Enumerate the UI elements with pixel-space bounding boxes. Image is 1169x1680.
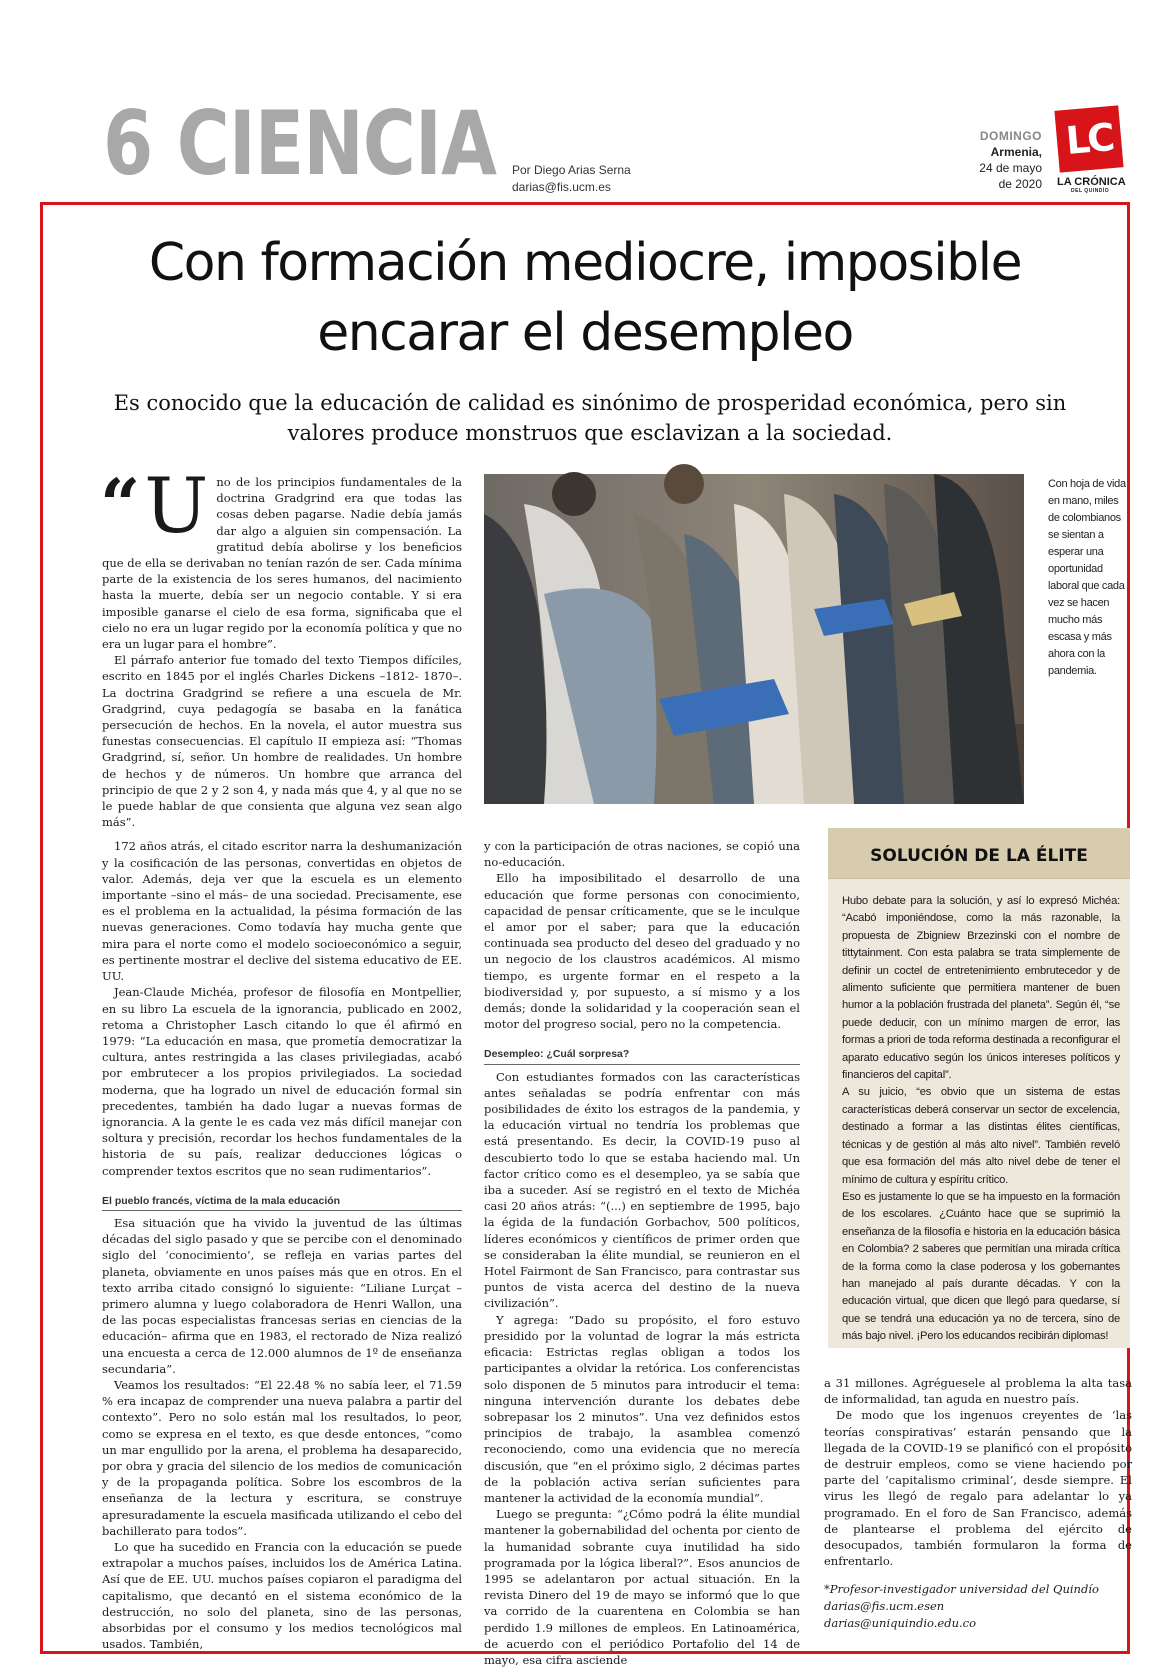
author-title: *Profesor-investigador universidad del Quindío xyxy=(824,1582,1099,1597)
headline-line-2: encarar el desempleo xyxy=(317,303,853,363)
sidebar-paragraph: Hubo debate para la solución, y así lo expresó Michéa: “Acabó imponiéndose, como la más razonable, la propuesta de Zbigniew Brzezinski con el nombre de tittytainment. Con esta palabra se trata simplemente de definir un coctel de entretenimiento embrutecedor y de alimento suficiente que permitiera mantener de buen humor a la población frustrada del planeta”. Según él, “se puede deducir, con un mínimo margen de error, las formas a priori de toda reforma destinada a reconfigurar el aparato educativo según los únicos intereses políticos y financieros del capital”. xyxy=(842,895,1120,1082)
logo-name: LA CRÓNICA xyxy=(1057,176,1126,188)
sidebar-title: SOLUCIÓN DE LA ÉLITE xyxy=(828,828,1130,879)
deck: Es conocido que la educación de calidad es sinónimo de prosperidad económica, pero sin valores produce monstruos que esclavizan a la sociedad. xyxy=(113,391,1067,445)
author-email[interactable]: darias@fis.ucm.esen xyxy=(824,1599,945,1614)
article-column-1 xyxy=(100,461,463,1652)
date: 24 de mayo xyxy=(979,161,1042,175)
paragraph: Esa situación que ha vivido la juventud de las últimas décadas del siglo pasado y que se percibe con el denominado siglo del ‘conocimiento’, se refleja en varias partes del planeta, obviamente en unos países más que en otros. En el texto arriba citado consignó lo siguiente: “Liliane Lurçat –primero alumna y luego colaboradora de Henri Wallon, una de las pocas especialistas francesas serias en ciencias de la educación– afirma que en 1983, el rectorado de Niza realizó una encuesta a cerca de 12.000 alumnos de 1º de enseñanza secundaria”. xyxy=(102,1215,462,1376)
paragraph: Lo que ha sucedido en Francia con la educación se puede extrapolar a muchos países, incluidos los de América Latina. Así que de EE. UU. muchos países copiaron el paradigma del capitalismo, que decantó en el sistema económico de la destrucción, no solo del planeta, sino de las personas, absorbidas por el consumo y los medios tecnológicos mal usados. También, xyxy=(102,1540,462,1652)
logo-subtitle: DEL QUINDÍO xyxy=(1071,188,1110,194)
byline-author: Por Diego Arias Serna xyxy=(512,163,631,177)
paragraph: Y agrega: “Dado su propósito, el foro estuvo presidido por la voluntad de lograr la más estricta eficacia: Estrictas reglas obligan a todos los participantes a olvidar la retórica. Los conferencistas solo disponen de 5 minutos para introducir el tema: ninguna intervención durante los debates debe sobrepasar los 2 minutos”. Una vez definidos estos principios de trabajo, la asamblea comenzó reconociendo, como una evidencia que no merecía discusión, que “en el próximo siglo, 2 décimas partes de la población activa serían suficientes para mantener la actividad de la economía mundial”. xyxy=(484,1312,800,1505)
byline-email[interactable]: darias@fis.ucm.es xyxy=(512,180,611,194)
sidebar-paragraph: Eso es justamente lo que se ha impuesto en la formación de los escolares. ¿Cuánto hace que se suprimió la enseñanza de la filosofía e historia en la educación básica en Colombia? 2 saberes que permitían una mirada crítica de la forma como la clase poderosa y los gobernantes han manejado al país durante décadas. Y con la educación virtual, que dicen que llegó para quedarse, sí que se tendrá una educación ya no de tercera, sino de más bajo nivel. ¡Pero los educandos recibirán diplomas! xyxy=(842,1190,1120,1343)
date-block xyxy=(979,128,1042,192)
paragraph: Con estudiantes formados con las características antes señaladas se podría enfrentar con más posibilidades de éxito los estragos de la pandemia, y la educación virtual no tendría los problemas que está presentando. Es decir, la COVID-19 puso al descubierto todo lo que se estaba haciendo mal. Un factor crítico como es el desempleo, ya se sabía que iba a suceder. Así se registró en el texto de Michéa casi 20 años atrás: “(...) en septiembre de 1995, bajo la égida de la fundación Gorbachov, 500 políticos, líderes económicos y científicos de primer orden que se consideraban la élite mundial, se reunieron en el Hotel Fairmont de San Francisco, para contrastar sus puntos de vista acerca del destino de la nueva civilización”. xyxy=(484,1069,800,1311)
headline-line-1: Con formación mediocre, imposible xyxy=(148,233,1022,293)
paragraph: De modo que los ingenuos creyentes de ‘las teorías conspirativas’ estarán pensando que la llegada de la COVID-19 se planificó con el propósito de destruir empleos, como se viene haciendo por parte del ‘capitalismo criminal’, desde siempre. El virus les llegó de regalo para adelantar lo ya programado. En el foro de San Francisco, además de plantearse el problema del ejército de desocupados, también formularon la forma de enfrentarlo. xyxy=(824,1408,1132,1569)
logo-mark: LC xyxy=(1054,105,1123,172)
paragraph-text: no de los principios fundamentales de la doctrina Gradgrind era que todas las cosas deben pagarse. Nadie debía jamás dar algo a alguien sin compensación. La gratitud debía abolirse y los beneficios que de ella se derivaban no tenían razón de ser. Cada mínima parte de la existencia de los seres humanos, del nacimiento hasta la muerte, debía ser un negocio contable. Y si era imposible ganarse el cielo de esa forma, significaba que el cielo no era un lugar regido por la economía política y que no era un lugar para el hombre”. xyxy=(102,475,463,652)
paragraph: y con la participación de otras naciones, se copió una no-educación. xyxy=(484,839,800,870)
subheading: El pueblo francés, víctima de la mala educación xyxy=(102,1193,462,1211)
sidebar-box xyxy=(828,828,1130,1348)
section-label: 6 CIENCIA xyxy=(103,92,497,195)
paragraph: 172 años atrás, el citado escritor narra la deshumanización y la cosificación de las personas, convertidas en objetos de valor. Además, deja ver que la escuela es un elemento importante –sino el más– de una sociedad. Precisamente, ese es el problema en la actualidad, la pésima formación de las nuevas generaciones. Como todavía hay mucha gente que mira para el norte como el modelo socioeconómico a seguir, es pertinente mostrar el declive del sistema educativo de EE. UU. xyxy=(102,839,462,984)
paragraph: Veamos los resultados: “El 22.48 % no sabía leer, el 71.59 % era incapaz de comprender una nueva palabra a partir del contexto”. Pero no solo están mal los resultados, lo peor, como se expresa en el texto, es que desde entonces, “como un mar engullido por la arena, el problema ha desaparecido, por obra y gracia del silencio de los medios de comunicación y de la propaganda política. Sobre los escombros de la enseñanza de la lectura y escritura, se construye apresuradamente la escuela masificada utilizando el cebo del bachillerato para todos”. xyxy=(102,1377,462,1538)
paragraph: Jean-Claude Michéa, profesor de filosofía en Montpellier, en su libro La escuela de la ignorancia, publicado en 2002, retoma a Christopher Lasch citando lo que él afirmó en 1979: “La educación en masa, que prometía democratizar la cultura, antes restringida a las clases privilegiadas, acabó por embrutecer a los propios privilegiados. La sociedad moderna, que ha logrado un nivel de educación formal sin precedentes, también ha dado lugar a nuevas formas de ignorancia. A la gente le es cada vez más difícil manejar con soltura y precisión, recordar los hechos fundamentales de la historia de su país, realizar deducciones lógicas o comprender textos escritos que no sean rudimentarios”. xyxy=(102,985,462,1178)
paragraph: Ello ha imposibilitado el desarrollo de una educación que forme personas con conocimiento, capacidad de pensar críticamente, que se le inculque el amor por el saber; para que la educación continuada sea producto del deseo del graduado y no un negocio de los claustros académicos. Al mismo tiempo, es urgente formar en el respeto a la biodiversidad y, por supuesto, a sí mismo y a los demás; donde la solidaridad y la cooperación sean el motor del progreso social, pero no la competencia. xyxy=(484,871,800,1032)
paragraph: a 31 millones. Agréguesele al problema la alta tasa de informalidad, tan aguda en nuestro país. xyxy=(824,1376,1132,1407)
article-column-2 xyxy=(484,838,800,1667)
weekday: DOMINGO xyxy=(979,129,1042,143)
lead-paragraph xyxy=(100,461,463,652)
sidebar-paragraph: A su juicio, “es obvio que un sistema de estas características deberá conservar un sector de excelencia, destinado a formar a las distintas élites científicas, técnicas y de gestión al más alto nivel”. También reveló que esa formación del más alto nivel debe de tener el mínimo de cultura y espíritu crítico. xyxy=(842,1086,1120,1186)
paragraph: Luego se pregunta: “¿Cómo podrá la élite mundial mantener la gobernabilidad del ochenta por ciento de la humanidad sobrante cuya inutilidad ha sido programada por la lógica liberal?”. Esos anuncios de 1995 se adelantaron por actual situación. En la revista Dinero del 19 de mayo se informó que lo que va corrido de la cuarentena en Colombia se han perdido 1.9 millones de empleos. En Latinoamérica, de acuerdo con el periódico Portafolio del 14 de mayo, esa cifra asciende xyxy=(484,1507,800,1667)
year: de 2020 xyxy=(998,177,1042,191)
quote-mark: “ xyxy=(100,463,141,546)
people-waiting-photo xyxy=(484,474,1024,804)
byline xyxy=(512,162,631,196)
headline xyxy=(60,228,1110,368)
sidebar-body xyxy=(828,879,1130,1346)
drop-cap: U xyxy=(144,461,209,550)
city: Armenia, xyxy=(990,145,1042,159)
article-column-3 xyxy=(824,1375,1132,1632)
article-photo xyxy=(484,474,1024,804)
paragraph: El párrafo anterior fue tomado del texto Tiempos difíciles, escrito en 1845 por el inglés Charles Dickens –1812- 1870–. La doctrina Gradgrind se refiere a una escuela de Mr. Gradgrind, cuya pedagogía se basaba en la fanática persecución de hechos. En la novela, el autor muestra sus funestas consecuencias. El capítulo II empieza así: “Thomas Gradgrind, sí, señor. Un hombre de realidades. Un hombre de hechos y de números. Un hombre que arranca del principio de que 2 y 2 son 4, y nada más que 4, y al que no se le puede hablar de que consienta que alguna vez sean algo más”. xyxy=(102,653,462,830)
photo-caption: Con hoja de vida en mano, miles de colombianos se sientan a esperar una oportunidad laboral que cada vez se hacen mucho más escasa y más ahora con la pandemia. xyxy=(1048,478,1126,677)
author-signature xyxy=(824,1581,1132,1632)
newspaper-logo[interactable] xyxy=(1057,108,1129,194)
author-email[interactable]: darias@uniquindio.edu.co xyxy=(824,1616,977,1631)
subheading: Desempleo: ¿Cuál sorpresa? xyxy=(484,1046,800,1064)
